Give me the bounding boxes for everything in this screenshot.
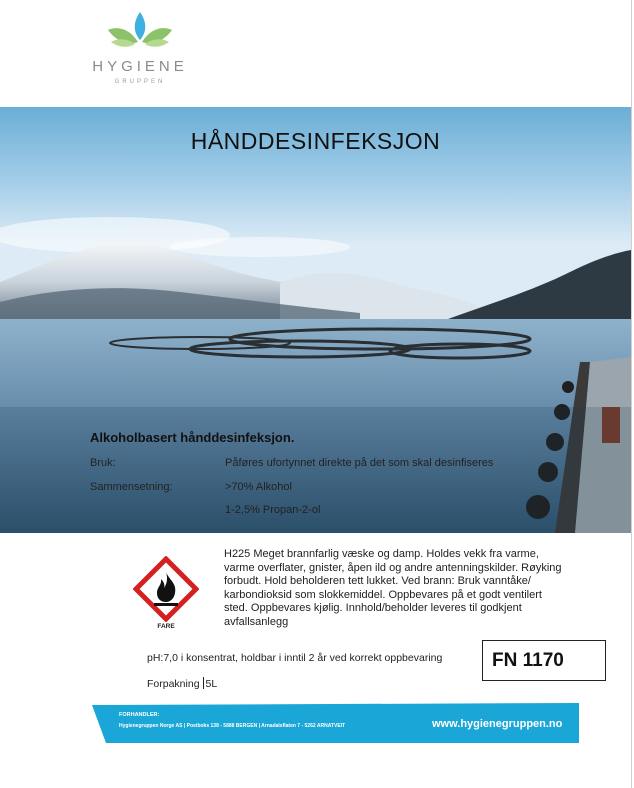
hazard-line: varme overflater, gnister, åpen ild og andre antenningskilder. Røyking	[224, 561, 562, 574]
lotus-icon	[105, 8, 175, 56]
dealer-address: Hygienegruppen Norge AS | Postboks 138 - 5888 BERGEN | Arnadalsflaten 7 - 5262 ARNATVEIT	[119, 723, 346, 729]
text-cursor	[203, 677, 204, 689]
composition-alcohol: >70% Alkohol	[225, 481, 292, 493]
page-edge-rule	[631, 0, 632, 788]
hazard-line: karbondioksid som slokkemiddel. Oppbevares på et godt ventilert	[224, 588, 542, 601]
composition-label: Sammensetning:	[90, 481, 173, 493]
hazard-line: H225 Meget brannfarlig væske og damp. Holdes vekk fra varme,	[224, 548, 539, 560]
hazard-line: avfallsanlegg	[224, 615, 289, 628]
composition-propanol: 1-2,5% Propan-2-ol	[225, 504, 321, 516]
fjord-photo	[0, 107, 631, 533]
fn-code-box	[482, 640, 606, 681]
fn-code: FN 1170	[492, 649, 564, 671]
packaging-label: Forpakning	[147, 678, 200, 690]
company-logo	[70, 8, 210, 88]
hazard-statement	[224, 548, 564, 629]
hazard-line: sted. Oppbevares kjølig. Innhold/beholder leveres til godkjent	[224, 602, 522, 614]
packaging-info	[147, 677, 217, 690]
ph-info: pH:7,0 i konsentrat, holdbar i inntil 2 år ved korrekt oppbevaring	[147, 652, 443, 664]
use-label: Bruk:	[90, 457, 116, 469]
flame-icon	[133, 556, 199, 622]
logo-subname: GRUPPEN	[114, 79, 166, 85]
website-link[interactable]: www.hygienegruppen.no	[432, 718, 563, 730]
logo-name: HYGIENE	[92, 58, 188, 75]
product-subtitle: Alkoholbasert hånddesinfeksjon.	[90, 430, 295, 445]
packaging-value: 5L	[205, 678, 218, 690]
use-value: Påføres ufortynnet direkte på det som skal desinfiseres	[225, 457, 494, 469]
dealer-heading: FORHANDLER:	[119, 712, 160, 718]
hazard-line: forbudt. Hold beholderen tett lukket. Ved brann: Bruk vanntåke/	[224, 575, 531, 587]
signal-word: FARE	[157, 623, 175, 630]
page-title: HÅNDDESINFEKSJON	[190, 128, 441, 154]
